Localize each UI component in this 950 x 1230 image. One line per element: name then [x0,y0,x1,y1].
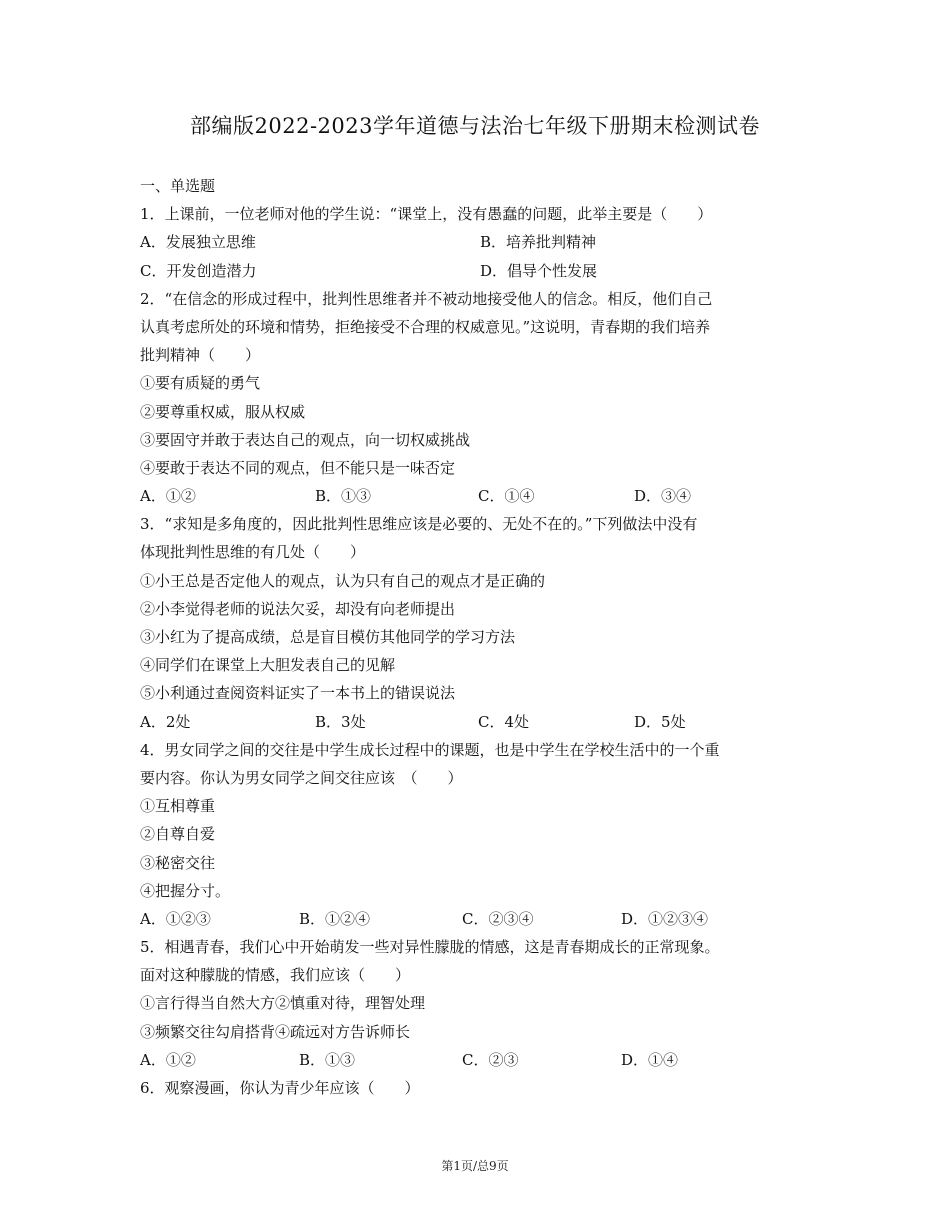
question-1-options-row-1 [140,228,820,256]
option-a: A．①②③ [140,909,211,928]
question-4-stem: 要内容。你认为男女同学之间交往应该 （ ） [140,768,463,787]
question-1-stem: 1．上课前，一位老师对他的学生说：“课堂上，没有愚蠢的问题，此举主要是（ ） [140,205,713,224]
option-d: D．①④ [621,1050,679,1069]
question-5-stem: 面对这种朦胧的情感，我们应该（ ） [140,966,411,985]
option-b: B．①③ [315,487,372,506]
option-d: D．③④ [634,487,692,506]
page-title: 部编版2022-2023学年道德与法治七年级下册期末检测试卷 [190,114,760,138]
option-c: C．4处 [478,712,530,731]
option-d: D．倡导个性发展 [480,261,598,280]
question-5-stem: 5．相遇青春，我们心中开始萌发一些对异性朦胧的情感，这是青春期成长的正常现象。 [140,938,720,957]
option-c: C．①④ [478,487,535,506]
option-b: B．①③ [299,1050,356,1069]
question-4-item: ④把握分寸。 [140,881,231,900]
question-2-stem: 2．“在信念的形成过程中，批判性思维者并不被动地接受他人的信念。相反，他们自己 [140,289,713,308]
question-4-item: ②自尊自爱 [140,825,216,844]
question-4-stem: 4．男女同学之间的交往是中学生成长过程中的课题，也是中学生在学校生活中的一个重 [140,740,720,759]
option-a: A．①② [140,1050,196,1069]
question-1-options-row-2 [140,257,820,285]
section-heading: 一、单选题 [140,177,216,195]
page-number: 第1页/总9页 [441,1159,509,1173]
option-a: A．①② [140,487,196,506]
question-3-item: ②小李觉得老师的说法欠妥，却没有向老师提出 [140,599,456,618]
option-a: A．2处 [140,712,191,731]
question-2-stem: 批判精神（ ） [140,346,261,365]
option-d: D．5处 [634,712,686,731]
question-2-item: ②要尊重权威，服从权威 [140,402,306,421]
question-5-item: ①言行得当自然大方②慎重对待，理智处理 [140,994,426,1013]
question-4-item: ①互相尊重 [140,797,216,816]
question-3-item: ③小红为了提高成绩，总是盲目模仿其他同学的学习方法 [140,628,516,646]
question-4-item: ③秘密交往 [140,853,216,872]
question-list [140,172,820,1102]
option-c: C．②③ [462,1050,519,1069]
question-2-stem: 认真考虑所处的环境和情势，拒绝接受不合理的权威意见。”这说明，青春期的我们培养 [140,317,711,336]
question-2-item: ③要固守并敢于表达自己的观点，向一切权威挑战 [140,430,471,449]
option-b: B．①②④ [299,909,371,928]
question-2-item: ①要有质疑的勇气 [140,374,261,393]
question-3-item: ⑤小利通过查阅资料证实了一本书上的错误说法 [140,684,456,703]
question-4-options [140,905,820,933]
question-5-options [140,1046,820,1074]
question-3-stem: 3．“求知是多角度的，因此批判性思维应该是必要的、无处不在的。”下列做法中没有 [140,515,698,534]
question-5-item: ③频繁交往勾肩搭背④疏远对方告诉师长 [140,1022,411,1041]
option-c: C．开发创造潜力 [140,261,257,280]
question-2-options [140,482,820,510]
question-3-item: ①小王总是否定他人的观点，认为只有自己的观点才是正确的 [140,571,546,590]
option-a: A．发展独立思维 [140,233,256,252]
question-2-item: ④要敢于表达不同的观点，但不能只是一味否定 [140,458,456,477]
question-3-stem: 体现批判性思维的有几处（ ） [140,543,366,562]
option-d: D．①②③④ [621,909,709,928]
question-6-stem: 6．观察漫画，你认为青少年应该（ ） [140,1079,420,1097]
option-b: B．3处 [315,712,366,731]
question-3-item: ④同学们在课堂上大胆发表自己的见解 [140,656,396,675]
option-c: C．②③④ [462,909,534,928]
option-b: B．培养批判精神 [480,233,597,252]
question-3-options [140,708,820,736]
